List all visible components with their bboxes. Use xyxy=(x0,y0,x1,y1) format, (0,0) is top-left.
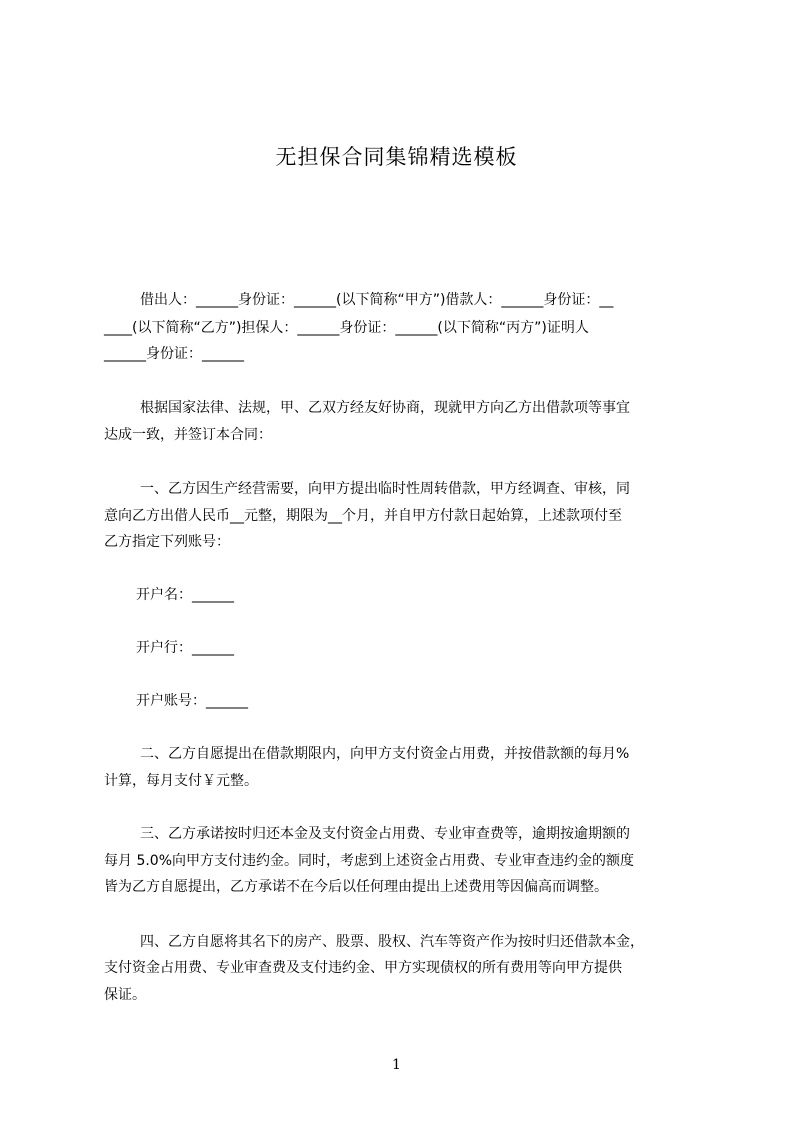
clause3-line-3: 皆为乙方自愿提出，乙方承诺不在今后以任何理由提出上述费用等因偏高而调整。 xyxy=(104,879,608,895)
clause1-line-1: 一、乙方因生产经营需要，向甲方提出临时性周转借款，甲方经调查、审核，同 xyxy=(140,481,630,497)
clause4-line-2: 支付资金占用费、专业审查费及支付违约金、甲方实现债权的所有费用等向甲方提供 xyxy=(104,960,622,976)
clause3-line-2: 每月 5.0%向甲方支付违约金。同时，考虑到上述资金占用费、专业审查违约金的额度 xyxy=(104,853,635,869)
parties-line-1: 借出人：______身份证：______(以下简称“甲方”)借款人：______身份证：__ xyxy=(140,292,614,308)
page-number: 1 xyxy=(392,1057,401,1073)
account-bank: 开户行：______ xyxy=(136,640,234,656)
parties-line-2: ____(以下简称“乙方”)担保人：______身份证：______(以下简称“丙方”)证明人 xyxy=(104,320,589,336)
preamble-line-2: 达成一致，并签订本合同： xyxy=(104,427,272,443)
clause1-line-2: 意向乙方出借人民币__元整，期限为__个月，并自甲方付款日起始算，上述款项付至 xyxy=(104,508,622,524)
clause3-line-1: 三、乙方承诺按时归还本金及支付资金占用费、专业审查费等，逾期按逾期额的 xyxy=(140,826,630,842)
document-title: 无担保合同集锦精选模板 xyxy=(275,145,518,169)
account-number: 开户账号：______ xyxy=(136,693,248,709)
clause2-line-1: 二、乙方自愿提出在借款期限内，向甲方支付资金占用费，并按借款额的每月% xyxy=(140,746,630,762)
clause4-line-3: 保证。 xyxy=(104,987,146,1003)
clause4-line-1: 四、乙方自愿将其名下的房产、股票、股权、汽车等资产作为按时归还借款本金， xyxy=(140,934,644,950)
clause2-line-2: 计算，每月支付￥元整。 xyxy=(104,773,258,789)
account-name: 开户名：______ xyxy=(136,587,234,603)
preamble-line-1: 根据国家法律、法规，甲、乙双方经友好协商，现就甲方向乙方出借款项等事宜 xyxy=(140,400,630,416)
parties-line-3: ______身份证：______ xyxy=(104,346,244,362)
clause1-line-3: 乙方指定下列账号： xyxy=(104,534,230,550)
